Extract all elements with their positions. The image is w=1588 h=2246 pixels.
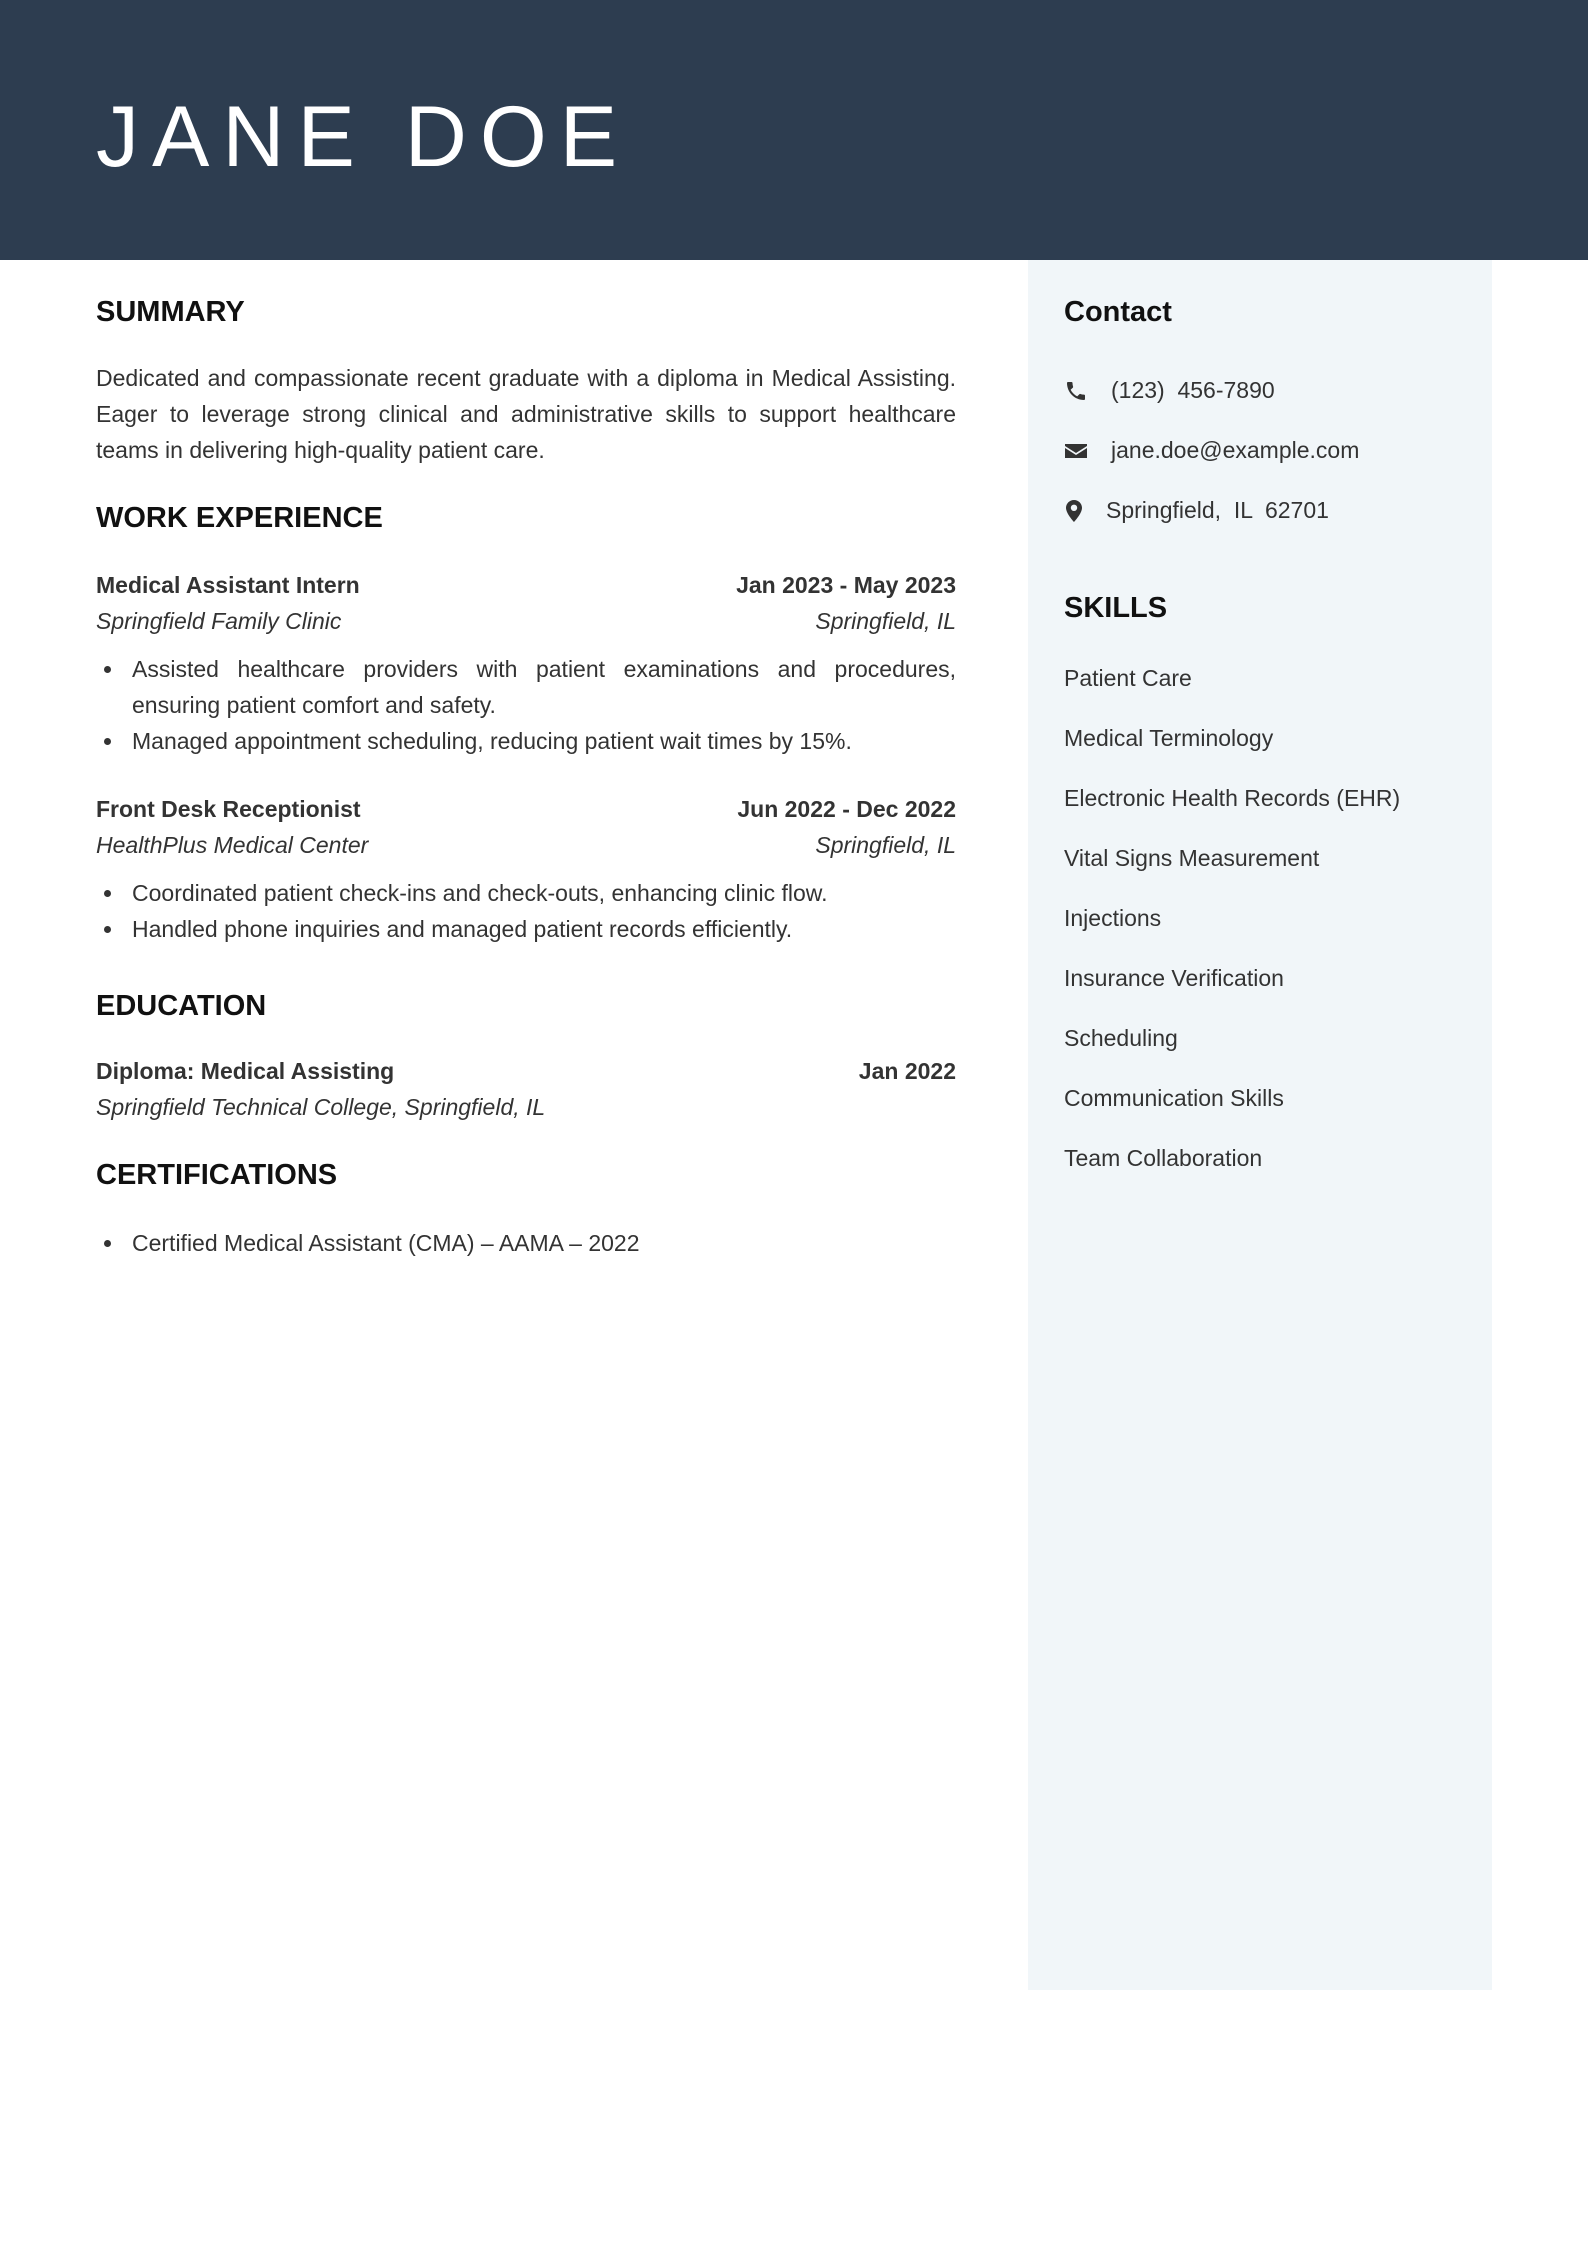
- degree: Diploma: Medical Assisting: [96, 1058, 395, 1084]
- summary-text: Dedicated and compassionate recent graduate with a diploma in Medical Assisting. Eager to leverage strong clinical and administrative skills to support healthcare teams in delivering high-quality patient care.: [96, 365, 956, 463]
- skill-item: Communication Skills: [1064, 1085, 1284, 1111]
- job-subheader: [96, 603, 956, 639]
- job-subheader: [96, 827, 956, 863]
- skill-item: Scheduling: [1064, 1025, 1178, 1051]
- job-organization: HealthPlus Medical Center: [96, 832, 369, 858]
- skill-item: Team Collaboration: [1064, 1145, 1263, 1171]
- contact-title: Contact: [1064, 296, 1172, 328]
- education-header: [96, 1053, 956, 1089]
- job-dates: Jan 2023 - May 2023: [736, 572, 956, 598]
- job-bullets: [96, 651, 956, 759]
- school: Springfield Technical College, Springfield, IL: [96, 1094, 546, 1120]
- job-organization: Springfield Family Clinic: [96, 608, 342, 634]
- education-date: Jan 2022: [858, 1058, 956, 1084]
- skill-item: Vital Signs Measurement: [1064, 845, 1320, 871]
- education-school-row: [96, 1089, 956, 1125]
- job-header: [96, 567, 956, 603]
- list-item: Managed appointment scheduling, reducing patient wait times by 15%.: [96, 723, 956, 759]
- job-location: Springfield, IL: [815, 832, 956, 858]
- work-experience-title: WORK EXPERIENCE: [96, 502, 383, 534]
- skill-item: Insurance Verification: [1064, 965, 1284, 991]
- education-title: EDUCATION: [96, 990, 267, 1022]
- job-location: Springfield, IL: [815, 608, 956, 634]
- job-role: Medical Assistant Intern: [96, 572, 360, 598]
- list-item: Handled phone inquiries and managed patient records efficiently.: [96, 911, 956, 947]
- list-item: Assisted healthcare providers with patient examinations and procedures, ensuring patient comfort and safety.: [96, 651, 956, 723]
- sidebar: [1028, 260, 1492, 1990]
- email-address: jane.doe@example.com: [1111, 437, 1360, 463]
- address-text: Springfield, IL 62701: [1106, 497, 1329, 523]
- applicant-name: JANE DOE: [96, 89, 631, 185]
- skills-title: SKILLS: [1064, 592, 1168, 624]
- summary-title: SUMMARY: [96, 296, 245, 328]
- certification-list: [96, 1225, 956, 1261]
- skill-item: Patient Care: [1064, 665, 1192, 691]
- job-role: Front Desk Receptionist: [96, 796, 361, 822]
- map-pin-icon: [1064, 492, 1092, 528]
- job-bullets: [96, 875, 956, 947]
- phone-number: (123) 456-7890: [1111, 377, 1275, 403]
- job-dates: Jun 2022 - Dec 2022: [737, 796, 956, 822]
- skill-item: Medical Terminology: [1064, 725, 1274, 751]
- skill-item: Injections: [1064, 905, 1162, 931]
- list-item: Certified Medical Assistant (CMA) – AAMA – 2022: [96, 1225, 956, 1261]
- skill-item: Electronic Health Records (EHR): [1064, 785, 1401, 811]
- phone-icon: [1064, 372, 1092, 408]
- job-header: [96, 791, 956, 827]
- certifications-title: CERTIFICATIONS: [96, 1159, 338, 1191]
- envelope-icon: [1064, 432, 1092, 468]
- resume-header: [0, 0, 1588, 260]
- list-item: Coordinated patient check-ins and check-outs, enhancing clinic flow.: [96, 875, 956, 911]
